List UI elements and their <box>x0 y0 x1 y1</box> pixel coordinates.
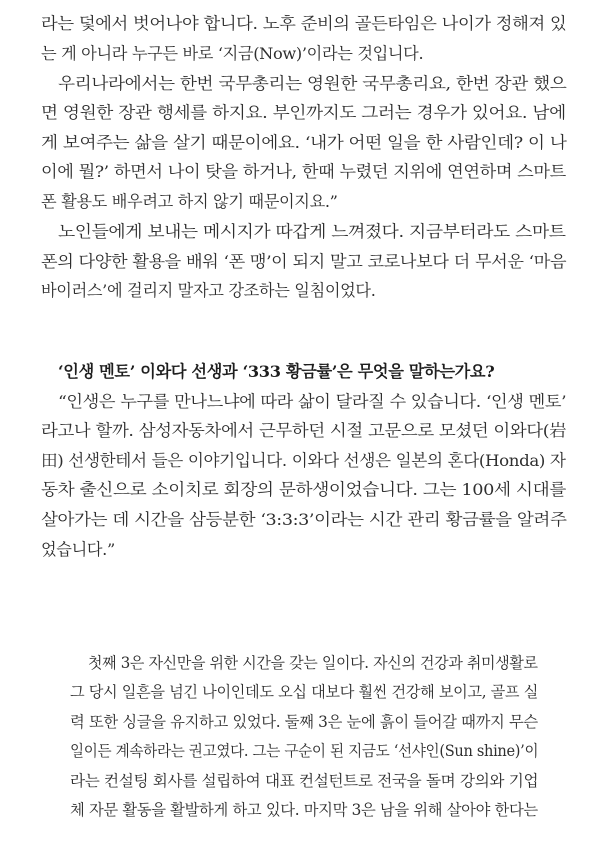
paragraph-line: 이에 뭘?’ 하면서 나이 탓을 하거나, 한때 누렸던 지위에 연연하며 스마트 <box>41 162 566 181</box>
paragraph-line: “인생은 누구를 만나느냐에 따라 삶이 달라질 수 있습니다. ‘인생 멘토’ <box>58 392 567 411</box>
section-heading: ‘인생 멘토’ 이와다 선생과 ‘333 황금률’은 무엇을 말하는가요? <box>58 362 495 381</box>
quote-line: 첫째 3은 자신만을 위한 시간을 갖는 일이다. 자신의 건강과 취미생활로 <box>88 654 538 672</box>
paragraph-line: 라고나 할까. 삼성자동차에서 근무하던 시절 고문으로 모셨던 이와다(岩 <box>41 421 567 440</box>
paragraph-line: 동차 출신으로 소이치로 회장의 문하생이었습니다. 그는 100세 시대를 <box>41 480 566 499</box>
paragraph-line: 폰 활용도 배우려고 하지 않기 때문이지요.” <box>41 192 338 211</box>
quote-line: 그 당시 일흔을 넘긴 나이인데도 오십 대보다 훨씬 건강해 보이고, 골프 실 <box>70 683 538 701</box>
quote-line: 체 자문 활동을 활발하게 하고 있다. 마지막 3은 남을 위해 살아야 한다는 <box>70 801 538 819</box>
quote-line: 일이든 계속하라는 권고였다. 그는 구순이 된 지금도 ‘선샤인(Sun shine)’이 <box>70 742 539 760</box>
paragraph-line: 었습니다.” <box>41 540 115 559</box>
paragraph-line: 田) 선생한테서 들은 이야기입니다. 이와다 선생은 일본의 혼다(Honda) 자 <box>41 451 566 470</box>
paragraph-line: 폰의 다양한 활용을 배워 ‘폰 맹’이 되지 말고 코로나보다 더 무서운 ‘마음 <box>41 252 567 271</box>
paragraph-line: 살아가는 데 시간을 삼등분한 ‘3:3:3’이라는 시간 관리 황금률을 알려주 <box>41 510 567 529</box>
paragraph-line: 노인들에게 보내는 메시지가 따갑게 느껴졌다. 지금부터라도 스마트 <box>58 222 566 241</box>
paragraph-line: 는 게 아니라 누구든 바로 ‘지금(Now)’이라는 것입니다. <box>41 44 424 63</box>
quote-line: 력 또한 싱글을 유지하고 있었다. 둘째 3은 눈에 흙이 들어갈 때까지 무슨 <box>70 713 538 731</box>
paragraph-line: 면 영원한 장관 행세를 하지요. 부인까지도 그러는 경우가 있어요. 남에 <box>41 103 566 122</box>
paragraph-line: 바이러스’에 걸리지 말자고 강조하는 일침이었다. <box>41 281 376 300</box>
paragraph-line: 라는 덫에서 벗어나야 합니다. 노후 준비의 골든타임은 나이가 정해져 있 <box>41 14 567 33</box>
paragraph-line: 우리나라에서는 한번 국무총리는 영원한 국무총리요, 한번 장관 했으 <box>58 74 567 93</box>
quote-line: 라는 컨설팅 회사를 설립하여 대표 컨설턴트로 전국을 돌며 강의와 기업 <box>70 772 539 790</box>
paragraph-line: 게 보여주는 삶을 살기 때문이에요. ‘내가 어떤 일을 한 사람인데? 이 나 <box>41 133 567 152</box>
